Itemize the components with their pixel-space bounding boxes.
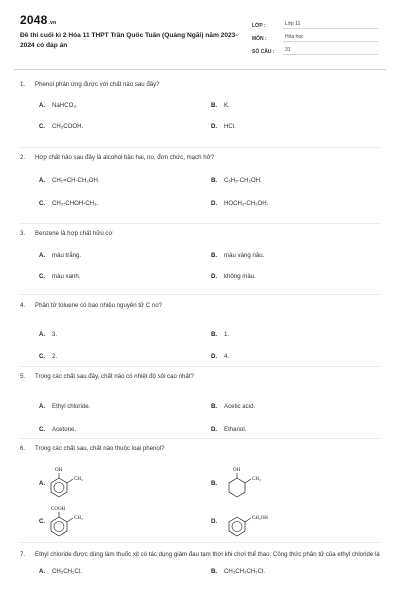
option-text: NaHCO₃. — [52, 102, 78, 109]
option-b[interactable] — [211, 403, 255, 410]
option-letter: A. — [39, 403, 46, 410]
option-b[interactable] — [211, 568, 265, 575]
question-divider — [20, 147, 380, 148]
option-a[interactable] — [39, 102, 78, 109]
option-letter: C. — [39, 518, 46, 525]
exam-meta — [252, 16, 378, 55]
option-text: CH₃COOH. — [52, 123, 84, 130]
logo-text: 2048 — [20, 13, 48, 27]
subject-value: Hóa học — [283, 34, 378, 42]
question-divider — [20, 438, 380, 439]
option-c[interactable] — [39, 200, 98, 207]
option-letter: B. — [211, 102, 218, 109]
toluic-acid-structure — [49, 504, 99, 542]
option-a[interactable] — [39, 331, 57, 338]
option-text: màu trắng. — [52, 252, 82, 259]
option-letter: D. — [211, 273, 218, 280]
subject-row — [252, 29, 378, 42]
page-title: Đề thi cuối kì 2 Hóa 11 THPT Trần Quốc Tuấn (Quảng Ngãi) năm 2023-2024 có đáp án — [20, 32, 238, 49]
question-6 — [20, 444, 380, 544]
option-text: CH₃CH₂Cl. — [52, 568, 82, 575]
question-text: Phân tử toluene có bao nhiêu nguyên tử C no? — [35, 302, 163, 309]
ch3-label: CH₃ — [74, 477, 83, 482]
question-5 — [20, 372, 380, 433]
option-letter: D. — [211, 426, 218, 433]
option-a[interactable] — [39, 177, 100, 184]
option-text: CH₃-CHOH-CH₃. — [52, 200, 99, 207]
question-number: 2. — [20, 154, 26, 161]
ch2oh-label: CH₂OH — [252, 516, 268, 521]
class-row — [252, 16, 378, 29]
option-letter: D. — [211, 200, 218, 207]
option-text: 1. — [224, 331, 230, 338]
question-number: 3. — [20, 230, 26, 237]
option-letter: B. — [211, 331, 218, 338]
option-letter: B. — [211, 480, 218, 487]
option-c[interactable] — [39, 353, 57, 360]
option-letter: B. — [211, 252, 218, 259]
ch3-label: CH₃ — [252, 477, 261, 482]
question-count-label: SỐ CÂU : — [252, 49, 275, 55]
option-text: HCl. — [224, 123, 236, 130]
option-letter: B. — [211, 177, 218, 184]
option-a[interactable] — [39, 568, 82, 575]
option-d[interactable] — [211, 273, 256, 280]
option-b[interactable] — [211, 480, 224, 487]
question-divider — [20, 294, 380, 295]
ch3-label: CH₃ — [74, 516, 83, 521]
option-text: Acetic acid. — [224, 403, 256, 410]
option-letter: C. — [39, 200, 46, 207]
question-text: Ethyl chloride được dùng làm thuốc xịt có tác dụng giảm đau tạm thời khi chơi thể thao. Công thức phân tử của ethyl chloride là — [35, 551, 380, 558]
option-text: CH₂=CH-CH₂OH. — [52, 177, 100, 184]
option-b[interactable] — [211, 177, 262, 184]
option-text: CH₃CH₂CH₂Cl. — [224, 568, 266, 575]
question-7 — [20, 550, 380, 580]
option-text: màu vàng nâu. — [224, 252, 265, 259]
option-b[interactable] — [211, 331, 229, 338]
option-text: không màu. — [224, 273, 256, 280]
question-number: 1. — [20, 81, 26, 88]
option-d[interactable] — [211, 426, 246, 433]
option-letter: A. — [39, 568, 46, 575]
option-letter: A. — [39, 177, 46, 184]
option-letter: C. — [39, 353, 46, 360]
question-1 — [20, 80, 380, 130]
option-letter: A. — [39, 252, 46, 259]
question-divider — [20, 223, 380, 224]
benzyl-alcohol-structure — [227, 504, 283, 542]
option-letter: C. — [39, 273, 46, 280]
option-d[interactable] — [211, 353, 229, 360]
option-text: 3. — [52, 331, 58, 338]
oh-label: OH — [55, 468, 63, 473]
class-label: LỚP : — [252, 23, 266, 29]
question-count-value: 31 — [283, 47, 378, 55]
option-a[interactable] — [39, 252, 81, 259]
option-text: HOCH₂-CH₂OH. — [224, 200, 269, 207]
option-d[interactable] — [211, 123, 236, 130]
option-text: 2. — [52, 353, 58, 360]
question-text: Hợp chất nào sau đây là alcohol bậc hai, no, đơn chức, mạch hở? — [35, 154, 215, 161]
option-letter: D. — [211, 353, 218, 360]
option-text: K. — [224, 102, 230, 109]
subject-label: MÔN : — [252, 36, 267, 42]
question-text: Benzene là hợp chất hữu cơ — [35, 230, 113, 237]
option-letter: B. — [211, 568, 218, 575]
option-text: Acetone. — [52, 426, 77, 433]
option-letter: D. — [211, 518, 218, 525]
option-a[interactable] — [39, 403, 90, 410]
question-2 — [20, 153, 380, 207]
option-letter: C. — [39, 426, 46, 433]
option-c[interactable] — [39, 273, 80, 280]
option-letter: A. — [39, 331, 46, 338]
question-count-row — [252, 42, 378, 55]
option-d[interactable] — [211, 200, 268, 207]
option-b[interactable] — [211, 102, 230, 109]
option-text: C₆H₅-CH₂OH. — [224, 177, 262, 184]
question-text: Trong các chất sau đây, chất nào có nhiệt độ sôi cao nhất? — [35, 373, 194, 380]
option-letter: D. — [211, 123, 218, 130]
methylcyclohexanol-structure — [227, 464, 277, 502]
question-divider — [20, 366, 380, 367]
cooh-label: COOH — [51, 507, 66, 512]
option-text: Ethanol. — [224, 426, 247, 433]
o-cresol-structure — [49, 464, 99, 502]
question-number: 4. — [20, 302, 26, 309]
option-letter: B. — [211, 403, 218, 410]
question-divider — [20, 542, 380, 543]
logo-suffix: .vn — [48, 20, 57, 26]
option-letter: A. — [39, 102, 46, 109]
question-4 — [20, 301, 380, 360]
question-number: 6. — [20, 445, 26, 452]
question-text: Trong các chất sau, chất nào thuộc loại phenol? — [35, 445, 165, 452]
oh-label: OH — [233, 468, 241, 473]
option-c[interactable] — [39, 123, 83, 130]
option-text: 4. — [224, 353, 230, 360]
option-text: Ethyl chloride. — [52, 403, 91, 410]
class-value: Lớp 11 — [283, 21, 378, 29]
question-text: Phenol phản ứng được với chất nào sau đây? — [35, 81, 160, 88]
option-text: màu xanh. — [52, 273, 81, 280]
question-number: 7. — [20, 551, 26, 558]
option-letter: C. — [39, 123, 46, 130]
option-d[interactable] — [211, 518, 224, 525]
option-c[interactable] — [39, 426, 76, 433]
question-3 — [20, 229, 380, 279]
question-number: 5. — [20, 373, 26, 380]
option-letter: A. — [39, 480, 46, 487]
site-logo[interactable] — [20, 13, 56, 27]
header-divider — [14, 69, 386, 70]
option-b[interactable] — [211, 252, 264, 259]
